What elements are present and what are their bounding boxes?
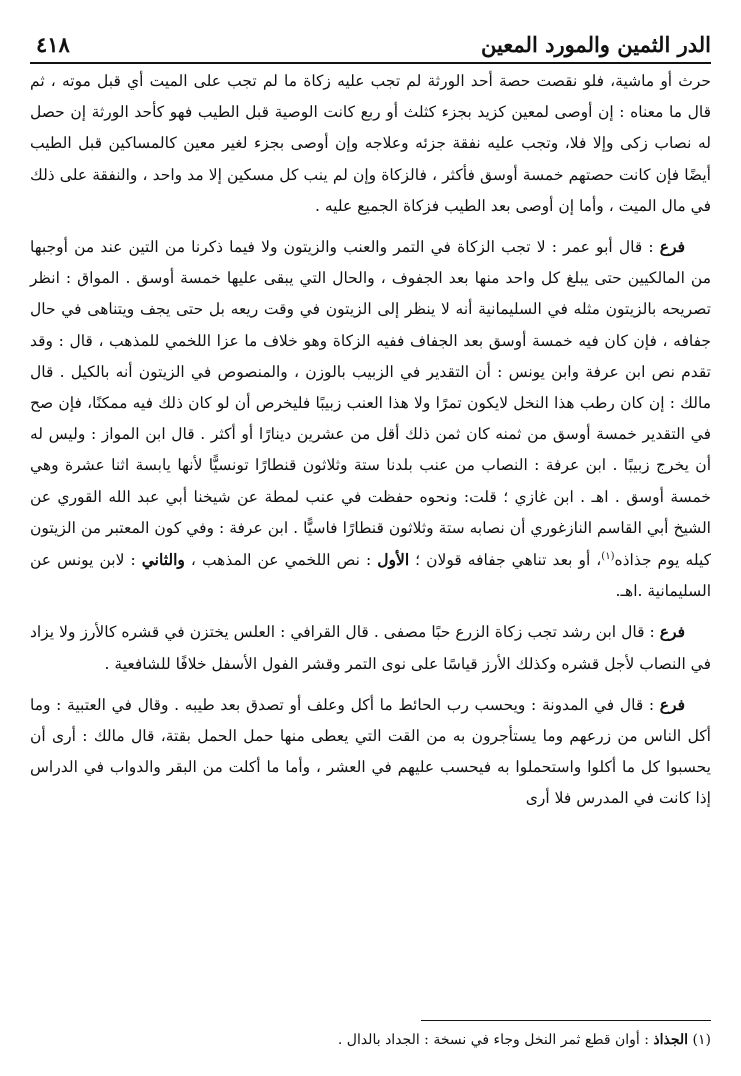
page-number: ٤١٨	[36, 32, 70, 57]
text-segment: : قال في المدونة : ويحسب رب الحائط ما أكل وعلف أو تصدق بعد طيبه . وقال في العتبية : وما أكل الناس من زرعهم وما يستأجرون به من القت التي يعطى منها حمل الحمل بقتة، قال مالك : أرى أن يحسبوا كل ما أكلوا واستحملوا به فيحسب عليهم في العشر ، وأما ما أكلت من البقر والدواب في الدراس إذا كانت في المدرس فلا أرى	[30, 695, 711, 808]
bold-term: والثاني	[141, 550, 185, 570]
text-segment: : قال أبو عمر : لا تجب الزكاة في التمر والعنب والزيتون ولا فيما ذكرنا من التين عند من أوجبها من المالكيين حتى يبلغ كل واحد منها بعد الجفوف ، والحال التي يبقى عليها خمسة أوسق . المواق : انظر تصريحه بالزيتون مثله في السليمانية أنه لا ينظر إلى الزيتون في وقت ريعه بل حتى يجف ويتناهى في حال جفافه ، فإن كان فيه خمسة أوسق بعد الجفاف ففيه الزكاة وهو خلاف ما عزا اللخمي للمذهب ، قال : وقد تقدم نص ابن عرفة وابن يونس : أن التقدير في الزبيب بالوزن ، والمنصوص في الزيتون أنه بالكيل . قال مالك : إن كان رطب هذا النخل لايكون تمرًا ولا هذا العنب زبيبًا فليخرص أن لو كان ذلك فيه ممكنًا، فإن صح في التقدير خمسة أوسق من ثمنه كان ثمن ذلك أقل من عشرين دينارًا أو أكثر . قال ابن المواز : وليس له أن يخرج زبيبًا . ابن عرفة : النصاب من عنب بلدنا ستة وثلاثون قنطارًا تونسيًّا لأنها يابسة اثنا عشرة وهي خمسة أوسق . اهـ . ابن غازي ؛ قلت: ونحوه حفظت في عنب لمطة عن شيخنا أبي عبد الله القوري عن الشيخ أبي القاسم النازغوري أن نصابه ستة وثلاثون قنطارًا فاسيًّا . ابن عرفة : وفي كون المعتبر من الزيتون كيله يوم جذاذه	[30, 238, 712, 570]
text-segment: ، أو بعد تناهي جفافه قولان ؛	[409, 551, 602, 570]
footnote-number: (١)	[692, 1032, 711, 1048]
footnote-marker: (١)	[601, 550, 615, 562]
paragraph	[30, 66, 711, 222]
paragraph	[30, 231, 711, 607]
bold-term: الأول	[377, 550, 410, 570]
bold-term: فرع	[659, 694, 685, 714]
footnote	[30, 1028, 711, 1052]
text-segment: : لابن يونس عن السليمانية .اهـ.	[30, 551, 711, 601]
text-segment: : قال ابن رشد تجب زكاة الزرع حبًا مصفى . قال القرافي : العلس يختزن في قشره كالأرز ولا يزاد في النصاب لأجل قشره وكذلك الأرز قياسًا على نوى التمر وقشر الفول الأسفل خلافًا للشافعية .	[30, 623, 711, 673]
bold-term: فرع	[659, 622, 685, 642]
footnote-separator	[421, 1020, 711, 1021]
footnote-text: : أوان قطع ثمر النخل وجاء في نسخة : الجداد بالدال .	[337, 1032, 649, 1048]
page-body	[30, 66, 711, 815]
bold-term: فرع	[659, 237, 685, 257]
running-title: الدر الثمين والمورد المعين	[480, 32, 711, 57]
page-header	[30, 30, 711, 64]
paragraph	[30, 689, 711, 815]
text-segment: : نص اللخمي عن المذهب ،	[184, 551, 378, 570]
footnote-term: الجذاذ	[653, 1032, 689, 1048]
paragraph	[30, 616, 711, 679]
text-segment: حرث أو ماشية، فلو نقصت حصة أحد الورثة لم تجب عليه زكاة ما لم تجب على الميت أي قبل موته ، ثم قال ما معناه : إن أوصى لمعين كزيد بجزء كثلث أو ربع كانت الوصية قبل الطيب فهو كأحد الورثة إن حصل له نصاب زكى وإلا فلا، وتجب عليه نفقة جزئه وعلاجه وإن أوصى بجزء لغير معين كالمساكين قبل الطيب أيضًا فإن كانت حصتهم خمسة أوسق فأكثر ، فالزكاة وإن لم ينب كل مسكين إلا مد واحد ، والنفقة على ذلك في مال الميت ، وأما إن أوصى بعد الطيب فزكاة الجميع عليه .	[30, 72, 711, 215]
